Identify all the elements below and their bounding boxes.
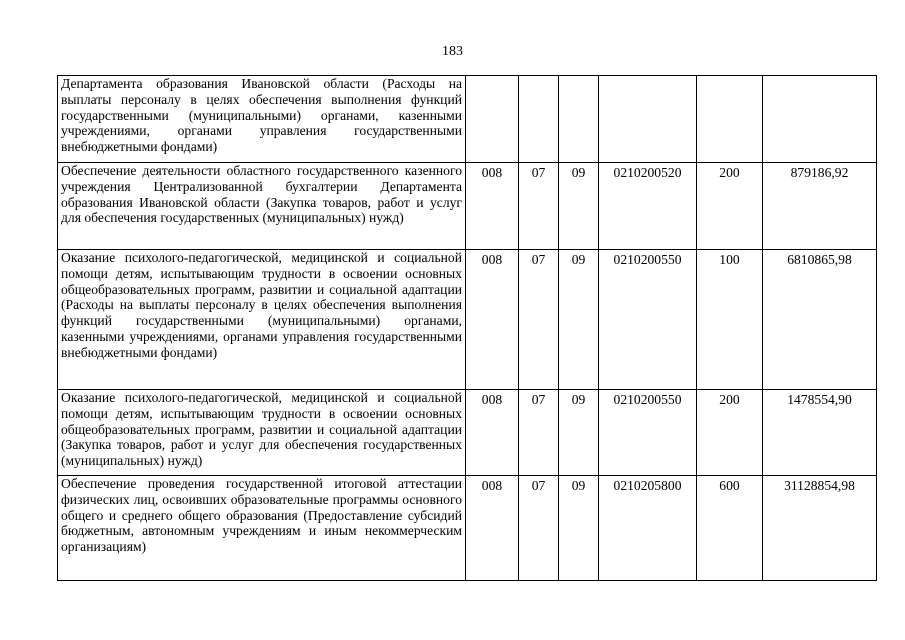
ministry-code: 008	[466, 163, 519, 250]
expense-type-code: 100	[697, 250, 763, 390]
subsection-code: 09	[559, 250, 599, 390]
ministry-code: 008	[466, 390, 519, 476]
table-row	[58, 476, 877, 581]
ministry-code	[466, 76, 519, 163]
section-code	[519, 76, 559, 163]
target-article-code: 0210200550	[599, 250, 697, 390]
row-description: Обеспечение деятельности областного государственного казенного учреждения Централизованной бухгалтерии Департамента образования Ивановской области (Закупка товаров, работ и услуг для обеспечения государственных (муниципальных) нужд)	[58, 163, 466, 250]
ministry-code: 008	[466, 476, 519, 581]
page-number: 183	[442, 44, 463, 59]
subsection-code	[559, 76, 599, 163]
table-row	[58, 390, 877, 476]
ministry-code: 008	[466, 250, 519, 390]
subsection-code: 09	[559, 476, 599, 581]
amount: 31128854,98	[763, 476, 877, 581]
section-code: 07	[519, 476, 559, 581]
row-description: Оказание психолого-педагогической, медицинской и социальной помощи детям, испытывающим трудности в освоении основных общеобразовательных программ, развитии и социальной адаптации (Расходы на выплаты персоналу в целях обеспечения выполнения функций государственными (муниципальными) органами, казенными учреждениями, органами управления государственными внебюджетными фондами)	[58, 250, 466, 390]
table-row	[58, 250, 877, 390]
table-row	[58, 76, 877, 163]
table-row	[58, 163, 877, 250]
target-article-code	[599, 76, 697, 163]
amount: 879186,92	[763, 163, 877, 250]
expense-type-code	[697, 76, 763, 163]
amount: 1478554,90	[763, 390, 877, 476]
subsection-code: 09	[559, 163, 599, 250]
target-article-code: 0210200550	[599, 390, 697, 476]
amount	[763, 76, 877, 163]
row-description: Обеспечение проведения государственной итоговой аттестации физических лиц, освоивших образовательные программы основного общего и среднего общего образования (Предоставление субсидий бюджетным, автономным учреждениям и иным некоммерческим организациям)	[58, 476, 466, 581]
expense-type-code: 200	[697, 390, 763, 476]
subsection-code: 09	[559, 390, 599, 476]
expense-type-code: 200	[697, 163, 763, 250]
target-article-code: 0210205800	[599, 476, 697, 581]
target-article-code: 0210200520	[599, 163, 697, 250]
expense-type-code: 600	[697, 476, 763, 581]
section-code: 07	[519, 390, 559, 476]
section-code: 07	[519, 250, 559, 390]
row-description: Департамента образования Ивановской области (Расходы на выплаты персоналу в целях обеспечения выполнения функций государственными (муниципальными) органами, казенными учреждениями, органами управления государственными внебюджетными фондами)	[58, 76, 466, 163]
row-description: Оказание психолого-педагогической, медицинской и социальной помощи детям, испытывающим трудности в освоении основных общеобразовательных программ, развитии и социальной адаптации (Закупка товаров, работ и услуг для обеспечения государственных (муниципальных) нужд)	[58, 390, 466, 476]
amount: 6810865,98	[763, 250, 877, 390]
budget-table	[57, 75, 877, 581]
section-code: 07	[519, 163, 559, 250]
